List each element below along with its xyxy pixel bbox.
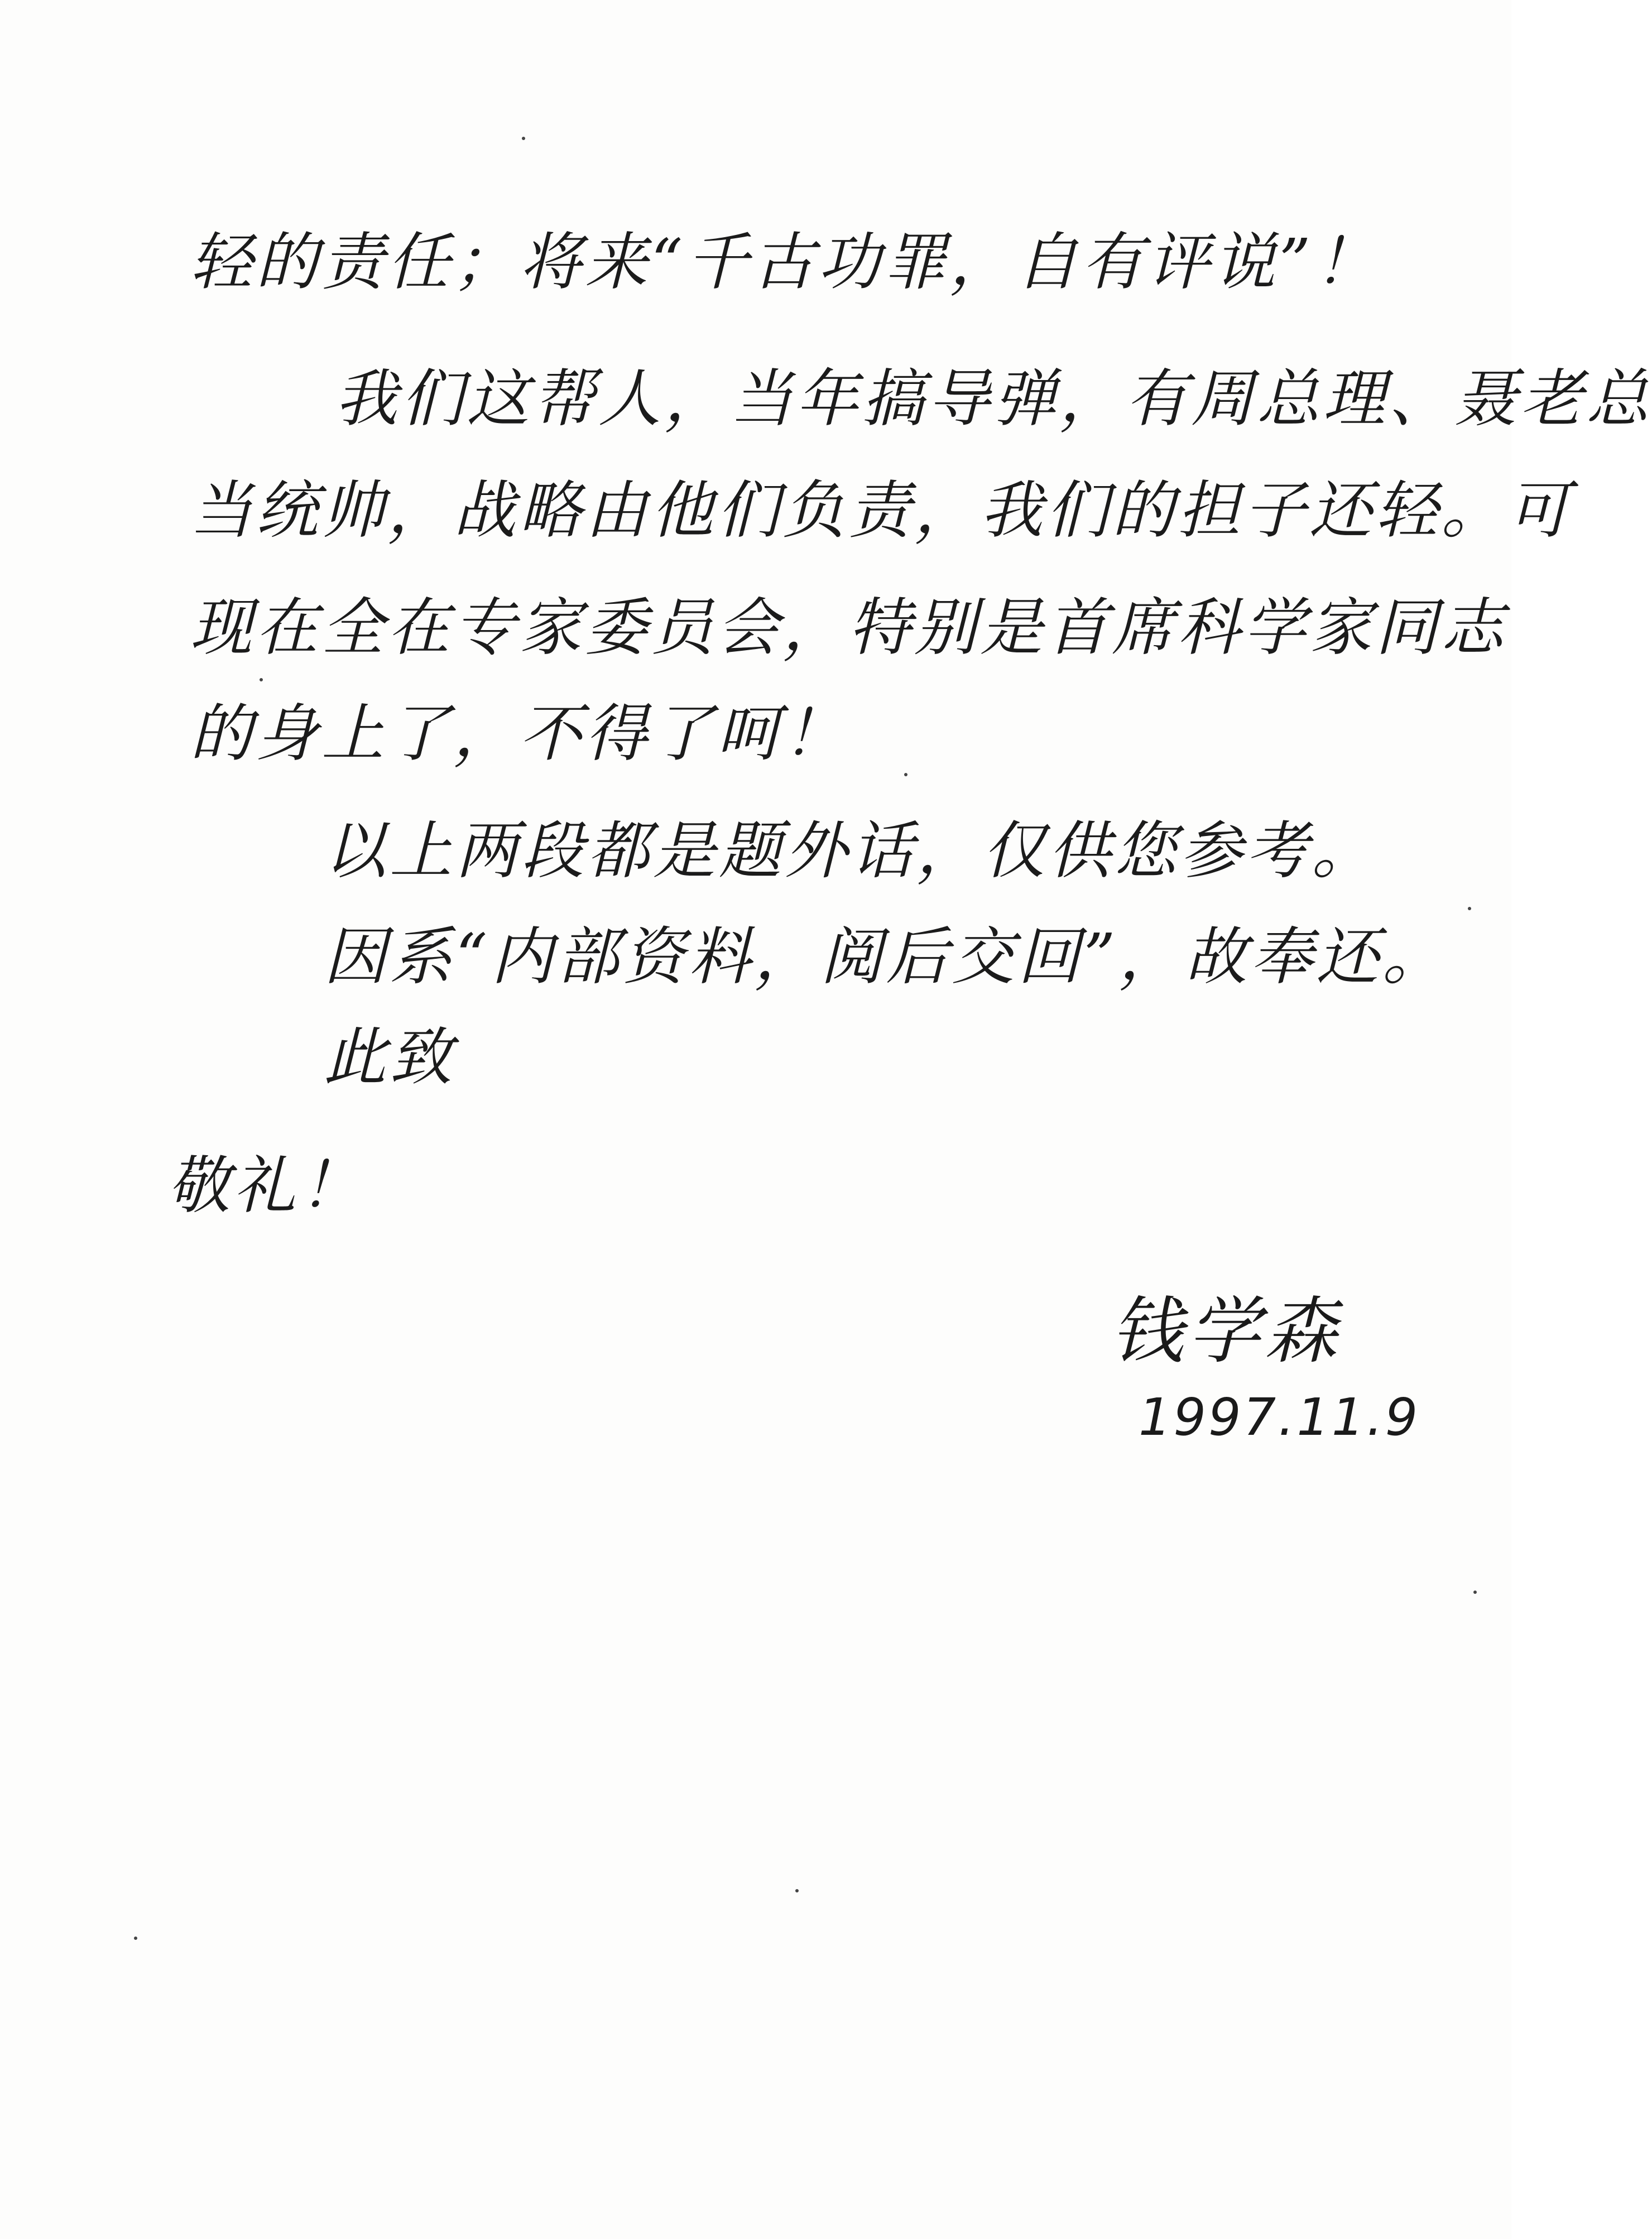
letter-line-7: 因系“内部资料，阅后交回”，故奉还。 [324,921,1448,993]
signature: 钱学森 [1111,1289,1342,1373]
closing-salutation: 此致 [324,1021,455,1094]
paper-speck [1473,1591,1477,1594]
letter-line-6: 以上两段都是题外话，仅供您参考。 [324,815,1377,887]
letter-line-2: 我们这帮人，当年搞导弹，有周总理、聂老总 [335,363,1652,435]
letter-line-4: 现在全在专家委员会，特别是首席科学家同志 [190,592,1507,664]
paper-speck [1468,907,1471,910]
paper-speck [904,773,907,776]
paper-speck [134,1937,137,1940]
letter-line-3: 当统帅，战略由他们负责，我们的担子还轻。可 [190,474,1573,547]
letter-date: 1997.11.9 [1139,1387,1420,1447]
paper-speck [522,137,525,140]
letter-line-1: 轻的责任；将来“千古功罪，自有评说”！ [190,226,1380,299]
paper-speck [260,678,263,681]
paper-speck [795,1889,799,1892]
closing-regards: 敬礼！ [167,1150,365,1222]
letter-line-5: 的身上了，不得了呵！ [190,698,848,770]
